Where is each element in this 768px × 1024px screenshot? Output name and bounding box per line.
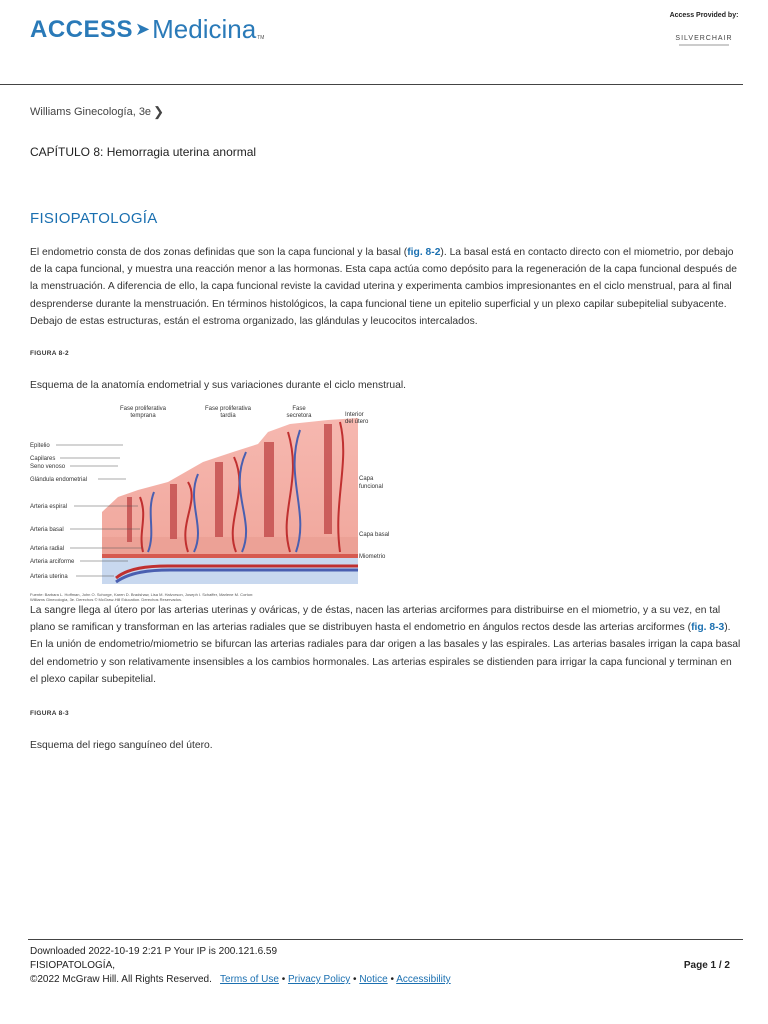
accessmedicina-logo[interactable] [30, 14, 264, 45]
footer-section: FISIOPATOLOGÍA, [30, 960, 116, 971]
paragraph-text: La sangre llega al útero por las arterias uterinas y ováricas, y de éstas, nacen las arterias arciformes para distribuirse en el miometrio, y a su vez, en tal plano se ramifican y transforman en las arterias radiales que se distribuyen hasta el endometrio en ángulos rectos desde las arterias arciformes ( [30, 605, 721, 634]
label-capa-funcional-1: Capa [359, 476, 374, 482]
label-fase-secretora-2: secretora [286, 413, 312, 419]
chevron-right-icon: ❯ [153, 104, 164, 119]
label-fase-tardia-2: tardía [220, 413, 236, 419]
label-arteria-espiral: Arteria espiral [30, 504, 68, 510]
footer-divider [28, 939, 743, 940]
figure-caption: Esquema de la anatomía endometrial y sus variaciones durante el ciclo menstrual. [30, 380, 407, 391]
credit-line: Fuente: Barbara L. Hoffman, John O. Schorge, Karen D. Bradshaw, Lisa M. Halvorson, Joseph I. Schaffer, Marlene M. Corton: [30, 592, 254, 597]
paragraph-text: ). En la unión de endometrio/miometrio se bifurcan las arterias radiales para dar origen a las basales y las espirales. Las arterias basales irrigan la capa basal del endometrio y son relativamente insensibles a los cambios hormonales. Las arterias espirales se distienden para irrigar la capa funcional y terminan en el plexo capilar subepitelial. [30, 622, 741, 685]
chapter-title: CAPÍTULO 8: Hemorragia uterina anormal [30, 145, 257, 159]
label-glandula: Glándula endometrial [30, 477, 88, 483]
label-fase-temprana-1: Fase proliferativa [119, 406, 167, 412]
label-fase-secretora-1: Fase [292, 406, 306, 412]
credit-line: Williams Ginecología, 3e. Derechos © McGraw-Hill Education. Derechos Reservados. [30, 597, 183, 602]
logo-trademark: TM [257, 35, 265, 41]
paragraph-text: ). La basal está en contacto directo con el miometrio, por debajo de la capa funcional, y muestra una reacción menor a las hormonas. Esta capa actúa como depósito para la regeneración de la capa funcional después de la menstruación. A diferencia de ello, la capa funcional reviste la cavidad uterina y experimenta cambios impresionantes en el ciclo menstrual, para al final desprenderse durante la menstruación. En términos histológicos, la capa funcional tiene un epitelio superficial y un plexo capilar subepitelial subyacente. Debajo de estas estructuras, están el estroma organizado, las glándulas y leucocitos intercalados. [30, 247, 737, 327]
label-arteria-uterina: Arteria uterina [30, 574, 68, 580]
label-arteria-radial: Arteria radial [30, 546, 65, 552]
paragraph-irrigacion [30, 602, 742, 688]
figure-label: FIGURA 8-3 [30, 710, 69, 717]
download-info: Downloaded 2022-10-19 2:21 P Your IP is 200.121.6.59 [30, 946, 278, 957]
logo-chevron-icon: ➤ [135, 19, 151, 39]
access-provider [664, 12, 744, 46]
figure-label: FIGURA 8-2 [30, 350, 69, 357]
footer-links: ©2022 McGraw Hill. All Rights Reserved. Terms of Use • Privacy Policy • Notice • Accessibility [30, 974, 451, 985]
section-title: FISIOPATOLOGÍA [30, 210, 158, 227]
paragraph-endometrio [30, 244, 742, 330]
label-miometrio: Miometrio [359, 554, 386, 560]
label-capa-basal: Capa basal [359, 532, 390, 538]
label-epitelio: Epitelio [30, 443, 50, 449]
label-capa-funcional-2: funcional [359, 484, 384, 490]
privacy-link[interactable]: Privacy Policy [288, 974, 351, 985]
header-divider [0, 84, 743, 85]
figure-link-8-2[interactable]: fig. 8-2 [407, 247, 441, 258]
label-capilares: Capilares [30, 456, 56, 462]
page-number: Page 1 / 2 [683, 960, 730, 971]
figure-link-8-3[interactable]: fig. 8-3 [691, 622, 725, 634]
terms-link[interactable]: Terms of Use [220, 974, 279, 985]
breadcrumb[interactable] [30, 104, 164, 120]
provider-name: SILVERCHAIR [675, 35, 733, 42]
label-arteria-basal: Arteria basal [30, 527, 64, 533]
label-seno-venoso: Seno venoso [30, 464, 66, 470]
breadcrumb-book[interactable]: Williams Ginecología, 3e [30, 106, 152, 118]
provider-tagline-bar [679, 44, 729, 46]
label-arteria-arciforme: Arteria arciforme [30, 559, 75, 565]
paragraph-text: El endometrio consta de dos zonas definidas que son la capa funcional y la basal ( [30, 247, 408, 258]
notice-link[interactable]: Notice [359, 974, 388, 985]
figure-credit [30, 592, 310, 602]
label-interior-1: Interior [345, 412, 364, 418]
logo-access-text: ACCESS [30, 15, 134, 43]
copyright: ©2022 McGraw Hill. All Rights Reserved. [30, 974, 212, 985]
label-interior-2: del útero [345, 419, 369, 425]
label-fase-tardia-1: Fase proliferativa [204, 406, 252, 412]
figure-caption: Esquema del riego sanguíneo del útero. [30, 740, 213, 751]
endometrium-diagram[interactable] [28, 402, 390, 592]
accessibility-link[interactable]: Accessibility [396, 974, 451, 985]
provider-label: Access Provided by: [669, 12, 739, 19]
label-fase-temprana-2: temprana [130, 413, 156, 419]
logo-medicina-text: Medicina [152, 14, 257, 44]
